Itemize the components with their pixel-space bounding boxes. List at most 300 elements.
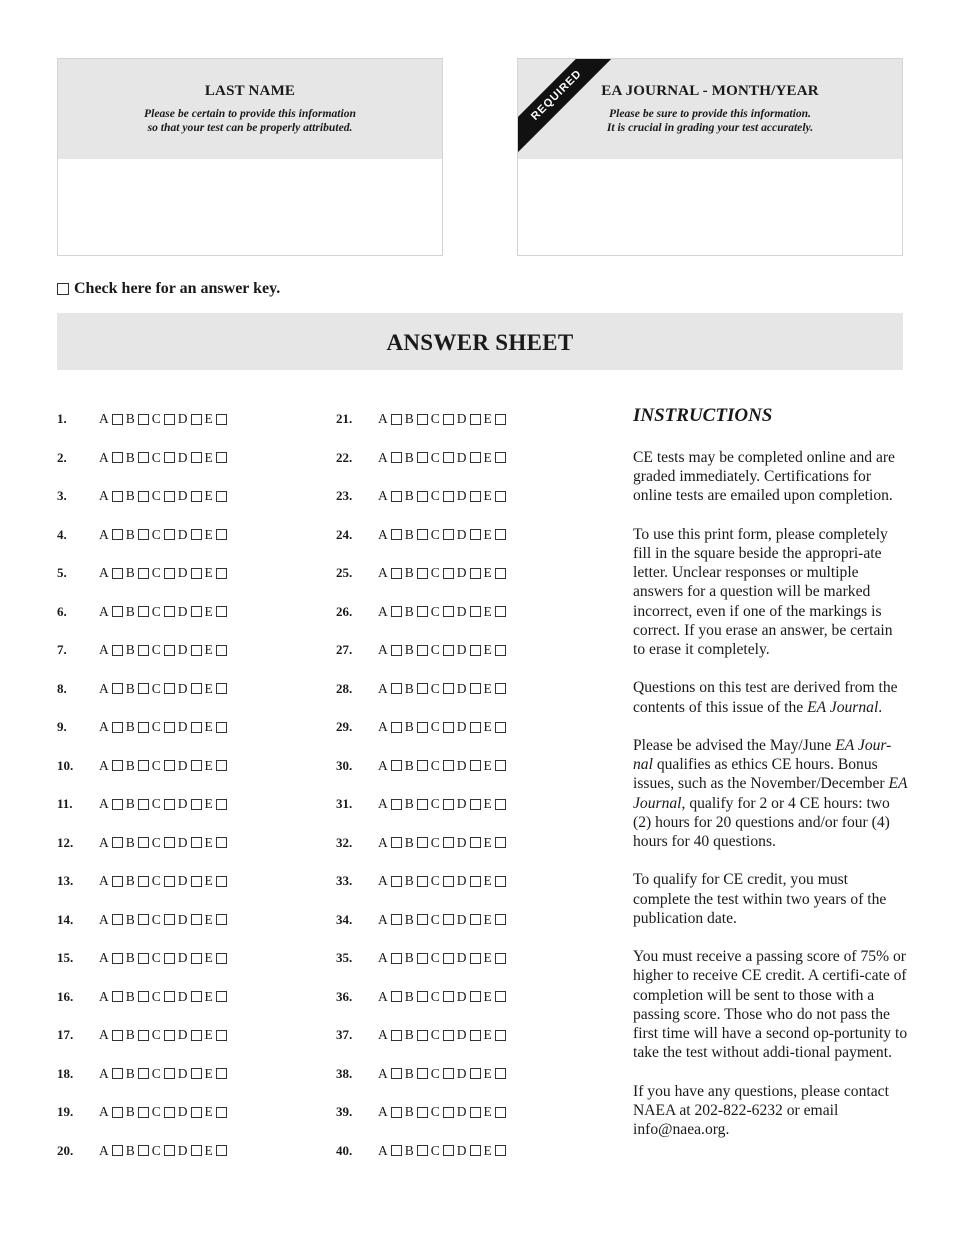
answer-checkbox-icon[interactable] xyxy=(138,1107,149,1118)
answer-option-b[interactable] xyxy=(126,796,149,812)
answer-checkbox-icon[interactable] xyxy=(191,452,202,463)
answer-option-a[interactable] xyxy=(99,758,123,774)
answer-checkbox-icon[interactable] xyxy=(417,529,428,540)
answer-option-e[interactable] xyxy=(484,1066,506,1082)
answer-option-d[interactable] xyxy=(178,411,202,427)
answer-checkbox-icon[interactable] xyxy=(391,876,402,887)
answer-option-c[interactable] xyxy=(431,1027,454,1043)
answer-option-c[interactable] xyxy=(152,989,175,1005)
answer-checkbox-icon[interactable] xyxy=(112,529,123,540)
answer-option-e[interactable] xyxy=(484,527,506,543)
answer-checkbox-icon[interactable] xyxy=(417,991,428,1002)
answer-checkbox-icon[interactable] xyxy=(164,1030,175,1041)
answer-checkbox-icon[interactable] xyxy=(138,645,149,656)
answer-checkbox-icon[interactable] xyxy=(470,837,481,848)
answer-checkbox-icon[interactable] xyxy=(495,991,506,1002)
answer-option-c[interactable] xyxy=(152,912,175,928)
answer-option-d[interactable] xyxy=(178,450,202,466)
answer-checkbox-icon[interactable] xyxy=(191,683,202,694)
answer-option-a[interactable] xyxy=(378,796,402,812)
answer-option-e[interactable] xyxy=(484,835,506,851)
answer-checkbox-icon[interactable] xyxy=(138,568,149,579)
answer-checkbox-icon[interactable] xyxy=(495,1145,506,1156)
answer-checkbox-icon[interactable] xyxy=(391,991,402,1002)
answer-option-d[interactable] xyxy=(178,719,202,735)
answer-option-e[interactable] xyxy=(205,604,227,620)
answer-option-a[interactable] xyxy=(378,1027,402,1043)
answer-checkbox-icon[interactable] xyxy=(443,760,454,771)
answer-checkbox-icon[interactable] xyxy=(191,645,202,656)
answer-option-d[interactable] xyxy=(178,912,202,928)
answer-option-a[interactable] xyxy=(378,912,402,928)
answer-option-c[interactable] xyxy=(152,527,175,543)
answer-option-c[interactable] xyxy=(152,604,175,620)
answer-checkbox-icon[interactable] xyxy=(495,914,506,925)
answer-checkbox-icon[interactable] xyxy=(191,568,202,579)
answer-option-d[interactable] xyxy=(457,912,481,928)
answer-checkbox-icon[interactable] xyxy=(417,1107,428,1118)
answer-checkbox-icon[interactable] xyxy=(164,414,175,425)
answer-checkbox-icon[interactable] xyxy=(443,953,454,964)
answer-option-d[interactable] xyxy=(178,1027,202,1043)
answer-checkbox-icon[interactable] xyxy=(495,568,506,579)
answer-option-e[interactable] xyxy=(205,565,227,581)
answer-option-c[interactable] xyxy=(152,719,175,735)
answer-checkbox-icon[interactable] xyxy=(417,491,428,502)
answer-option-c[interactable] xyxy=(152,1027,175,1043)
answer-option-d[interactable] xyxy=(457,1143,481,1159)
answer-checkbox-icon[interactable] xyxy=(191,953,202,964)
answer-checkbox-icon[interactable] xyxy=(470,760,481,771)
answer-key-checkbox[interactable] xyxy=(57,280,280,298)
answer-option-a[interactable] xyxy=(99,796,123,812)
answer-checkbox-icon[interactable] xyxy=(164,645,175,656)
answer-checkbox-icon[interactable] xyxy=(495,1030,506,1041)
answer-option-c[interactable] xyxy=(431,604,454,620)
answer-checkbox-icon[interactable] xyxy=(470,991,481,1002)
answer-option-a[interactable] xyxy=(378,450,402,466)
answer-option-e[interactable] xyxy=(205,873,227,889)
answer-option-a[interactable] xyxy=(99,411,123,427)
answer-checkbox-icon[interactable] xyxy=(216,491,227,502)
answer-option-b[interactable] xyxy=(405,873,428,889)
answer-option-b[interactable] xyxy=(405,1066,428,1082)
answer-checkbox-icon[interactable] xyxy=(216,1068,227,1079)
answer-option-c[interactable] xyxy=(152,1143,175,1159)
answer-checkbox-icon[interactable] xyxy=(470,799,481,810)
answer-checkbox-icon[interactable] xyxy=(164,837,175,848)
answer-checkbox-icon[interactable] xyxy=(216,529,227,540)
answer-option-c[interactable] xyxy=(152,488,175,504)
answer-checkbox-icon[interactable] xyxy=(216,837,227,848)
answer-checkbox-icon[interactable] xyxy=(216,1107,227,1118)
answer-option-e[interactable] xyxy=(484,1143,506,1159)
answer-option-a[interactable] xyxy=(99,527,123,543)
answer-option-d[interactable] xyxy=(178,950,202,966)
answer-option-a[interactable] xyxy=(378,950,402,966)
answer-option-c[interactable] xyxy=(152,758,175,774)
answer-checkbox-icon[interactable] xyxy=(216,452,227,463)
answer-option-b[interactable] xyxy=(405,912,428,928)
answer-option-b[interactable] xyxy=(405,950,428,966)
answer-checkbox-icon[interactable] xyxy=(495,683,506,694)
answer-checkbox-icon[interactable] xyxy=(443,645,454,656)
answer-option-e[interactable] xyxy=(205,1104,227,1120)
answer-checkbox-icon[interactable] xyxy=(112,414,123,425)
answer-option-b[interactable] xyxy=(126,1066,149,1082)
answer-checkbox-icon[interactable] xyxy=(138,1030,149,1041)
answer-option-e[interactable] xyxy=(205,835,227,851)
answer-option-e[interactable] xyxy=(484,912,506,928)
answer-option-b[interactable] xyxy=(126,604,149,620)
answer-option-a[interactable] xyxy=(378,1143,402,1159)
answer-option-a[interactable] xyxy=(378,1104,402,1120)
answer-checkbox-icon[interactable] xyxy=(138,1068,149,1079)
answer-checkbox-icon[interactable] xyxy=(164,1145,175,1156)
answer-checkbox-icon[interactable] xyxy=(112,1068,123,1079)
answer-option-d[interactable] xyxy=(178,604,202,620)
answer-checkbox-icon[interactable] xyxy=(495,837,506,848)
answer-checkbox-icon[interactable] xyxy=(470,683,481,694)
answer-option-d[interactable] xyxy=(178,565,202,581)
answer-option-a[interactable] xyxy=(99,681,123,697)
answer-checkbox-icon[interactable] xyxy=(216,799,227,810)
answer-option-c[interactable] xyxy=(431,1066,454,1082)
answer-option-b[interactable] xyxy=(405,604,428,620)
answer-option-e[interactable] xyxy=(205,681,227,697)
answer-option-e[interactable] xyxy=(205,1143,227,1159)
answer-checkbox-icon[interactable] xyxy=(216,414,227,425)
answer-checkbox-icon[interactable] xyxy=(495,799,506,810)
answer-checkbox-icon[interactable] xyxy=(417,1030,428,1041)
answer-checkbox-icon[interactable] xyxy=(443,914,454,925)
answer-checkbox-icon[interactable] xyxy=(112,452,123,463)
answer-checkbox-icon[interactable] xyxy=(164,491,175,502)
answer-checkbox-icon[interactable] xyxy=(417,953,428,964)
answer-checkbox-icon[interactable] xyxy=(112,568,123,579)
answer-option-b[interactable] xyxy=(405,411,428,427)
answer-checkbox-icon[interactable] xyxy=(470,914,481,925)
answer-checkbox-icon[interactable] xyxy=(191,991,202,1002)
answer-checkbox-icon[interactable] xyxy=(112,991,123,1002)
answer-option-d[interactable] xyxy=(178,1104,202,1120)
answer-checkbox-icon[interactable] xyxy=(164,760,175,771)
answer-option-a[interactable] xyxy=(378,681,402,697)
answer-option-d[interactable] xyxy=(178,642,202,658)
answer-checkbox-icon[interactable] xyxy=(391,568,402,579)
answer-checkbox-icon[interactable] xyxy=(495,953,506,964)
answer-option-e[interactable] xyxy=(205,796,227,812)
answer-option-c[interactable] xyxy=(431,527,454,543)
answer-checkbox-icon[interactable] xyxy=(495,414,506,425)
answer-option-d[interactable] xyxy=(178,527,202,543)
answer-checkbox-icon[interactable] xyxy=(164,991,175,1002)
answer-option-a[interactable] xyxy=(378,1066,402,1082)
answer-option-a[interactable] xyxy=(99,450,123,466)
answer-option-c[interactable] xyxy=(431,796,454,812)
answer-option-b[interactable] xyxy=(126,681,149,697)
answer-checkbox-icon[interactable] xyxy=(191,722,202,733)
answer-option-c[interactable] xyxy=(152,1104,175,1120)
answer-checkbox-icon[interactable] xyxy=(443,1030,454,1041)
answer-checkbox-icon[interactable] xyxy=(391,645,402,656)
answer-option-e[interactable] xyxy=(205,450,227,466)
answer-checkbox-icon[interactable] xyxy=(191,529,202,540)
answer-checkbox-icon[interactable] xyxy=(216,760,227,771)
answer-checkbox-icon[interactable] xyxy=(138,953,149,964)
answer-checkbox-icon[interactable] xyxy=(470,568,481,579)
answer-checkbox-icon[interactable] xyxy=(112,799,123,810)
answer-checkbox-icon[interactable] xyxy=(112,683,123,694)
answer-checkbox-icon[interactable] xyxy=(391,683,402,694)
answer-option-b[interactable] xyxy=(126,527,149,543)
answer-checkbox-icon[interactable] xyxy=(216,914,227,925)
answer-checkbox-icon[interactable] xyxy=(443,837,454,848)
answer-checkbox-icon[interactable] xyxy=(417,645,428,656)
answer-option-a[interactable] xyxy=(99,1104,123,1120)
answer-checkbox-icon[interactable] xyxy=(138,683,149,694)
answer-checkbox-icon[interactable] xyxy=(417,876,428,887)
answer-checkbox-icon[interactable] xyxy=(164,1068,175,1079)
answer-checkbox-icon[interactable] xyxy=(495,722,506,733)
answer-option-b[interactable] xyxy=(405,527,428,543)
answer-option-c[interactable] xyxy=(431,488,454,504)
answer-option-b[interactable] xyxy=(126,873,149,889)
answer-option-a[interactable] xyxy=(378,488,402,504)
answer-option-e[interactable] xyxy=(205,758,227,774)
answer-checkbox-icon[interactable] xyxy=(417,722,428,733)
answer-checkbox-icon[interactable] xyxy=(495,606,506,617)
answer-checkbox-icon[interactable] xyxy=(495,760,506,771)
answer-option-e[interactable] xyxy=(484,719,506,735)
answer-checkbox-icon[interactable] xyxy=(443,414,454,425)
answer-option-a[interactable] xyxy=(378,758,402,774)
answer-checkbox-icon[interactable] xyxy=(191,1145,202,1156)
answer-option-c[interactable] xyxy=(431,565,454,581)
answer-checkbox-icon[interactable] xyxy=(164,452,175,463)
answer-option-b[interactable] xyxy=(126,411,149,427)
answer-checkbox-icon[interactable] xyxy=(191,606,202,617)
answer-option-d[interactable] xyxy=(457,989,481,1005)
answer-checkbox-icon[interactable] xyxy=(391,414,402,425)
answer-option-d[interactable] xyxy=(178,1066,202,1082)
answer-option-e[interactable] xyxy=(484,989,506,1005)
answer-option-c[interactable] xyxy=(152,642,175,658)
answer-checkbox-icon[interactable] xyxy=(164,606,175,617)
answer-checkbox-icon[interactable] xyxy=(470,1107,481,1118)
answer-checkbox-icon[interactable] xyxy=(470,645,481,656)
answer-option-d[interactable] xyxy=(457,796,481,812)
checkbox-square-icon[interactable] xyxy=(57,283,69,295)
answer-option-e[interactable] xyxy=(205,488,227,504)
answer-checkbox-icon[interactable] xyxy=(391,491,402,502)
answer-checkbox-icon[interactable] xyxy=(216,568,227,579)
answer-checkbox-icon[interactable] xyxy=(112,837,123,848)
answer-checkbox-icon[interactable] xyxy=(443,683,454,694)
answer-checkbox-icon[interactable] xyxy=(470,953,481,964)
answer-checkbox-icon[interactable] xyxy=(138,722,149,733)
answer-option-a[interactable] xyxy=(378,565,402,581)
answer-checkbox-icon[interactable] xyxy=(495,452,506,463)
answer-option-d[interactable] xyxy=(457,719,481,735)
answer-checkbox-icon[interactable] xyxy=(391,452,402,463)
answer-checkbox-icon[interactable] xyxy=(443,722,454,733)
answer-option-d[interactable] xyxy=(457,1066,481,1082)
answer-option-d[interactable] xyxy=(178,1143,202,1159)
answer-checkbox-icon[interactable] xyxy=(417,1068,428,1079)
answer-option-a[interactable] xyxy=(378,642,402,658)
answer-checkbox-icon[interactable] xyxy=(391,837,402,848)
answer-option-d[interactable] xyxy=(457,604,481,620)
answer-checkbox-icon[interactable] xyxy=(470,1145,481,1156)
answer-option-b[interactable] xyxy=(126,1143,149,1159)
answer-checkbox-icon[interactable] xyxy=(191,1107,202,1118)
answer-option-e[interactable] xyxy=(205,1027,227,1043)
answer-option-d[interactable] xyxy=(457,681,481,697)
answer-option-e[interactable] xyxy=(484,642,506,658)
answer-checkbox-icon[interactable] xyxy=(138,491,149,502)
answer-checkbox-icon[interactable] xyxy=(191,799,202,810)
answer-checkbox-icon[interactable] xyxy=(164,876,175,887)
answer-option-a[interactable] xyxy=(378,719,402,735)
answer-checkbox-icon[interactable] xyxy=(443,452,454,463)
answer-checkbox-icon[interactable] xyxy=(470,452,481,463)
answer-option-b[interactable] xyxy=(126,912,149,928)
answer-option-b[interactable] xyxy=(405,758,428,774)
answer-checkbox-icon[interactable] xyxy=(112,1030,123,1041)
answer-option-a[interactable] xyxy=(99,912,123,928)
answer-checkbox-icon[interactable] xyxy=(470,1030,481,1041)
answer-checkbox-icon[interactable] xyxy=(112,722,123,733)
answer-checkbox-icon[interactable] xyxy=(417,914,428,925)
answer-option-e[interactable] xyxy=(205,719,227,735)
answer-option-b[interactable] xyxy=(405,565,428,581)
answer-option-a[interactable] xyxy=(378,989,402,1005)
answer-option-d[interactable] xyxy=(457,565,481,581)
answer-checkbox-icon[interactable] xyxy=(138,991,149,1002)
answer-option-c[interactable] xyxy=(152,450,175,466)
answer-option-e[interactable] xyxy=(484,1027,506,1043)
answer-checkbox-icon[interactable] xyxy=(112,645,123,656)
answer-checkbox-icon[interactable] xyxy=(164,529,175,540)
answer-option-d[interactable] xyxy=(457,758,481,774)
answer-checkbox-icon[interactable] xyxy=(216,1030,227,1041)
journal-date-input[interactable] xyxy=(518,159,903,256)
answer-checkbox-icon[interactable] xyxy=(191,876,202,887)
answer-option-b[interactable] xyxy=(405,488,428,504)
answer-option-e[interactable] xyxy=(484,758,506,774)
answer-option-b[interactable] xyxy=(126,1104,149,1120)
answer-option-d[interactable] xyxy=(178,989,202,1005)
answer-checkbox-icon[interactable] xyxy=(470,1068,481,1079)
answer-option-c[interactable] xyxy=(431,719,454,735)
answer-checkbox-icon[interactable] xyxy=(495,1107,506,1118)
answer-option-b[interactable] xyxy=(405,1104,428,1120)
answer-option-b[interactable] xyxy=(126,950,149,966)
answer-option-e[interactable] xyxy=(484,565,506,581)
answer-option-b[interactable] xyxy=(126,488,149,504)
answer-checkbox-icon[interactable] xyxy=(138,760,149,771)
answer-option-a[interactable] xyxy=(378,835,402,851)
answer-option-e[interactable] xyxy=(484,873,506,889)
answer-option-d[interactable] xyxy=(457,873,481,889)
answer-option-b[interactable] xyxy=(405,796,428,812)
answer-checkbox-icon[interactable] xyxy=(391,1068,402,1079)
answer-checkbox-icon[interactable] xyxy=(216,1145,227,1156)
answer-checkbox-icon[interactable] xyxy=(164,1107,175,1118)
answer-option-a[interactable] xyxy=(99,835,123,851)
answer-option-d[interactable] xyxy=(457,488,481,504)
answer-option-a[interactable] xyxy=(99,1027,123,1043)
answer-checkbox-icon[interactable] xyxy=(417,760,428,771)
answer-option-c[interactable] xyxy=(152,681,175,697)
answer-checkbox-icon[interactable] xyxy=(417,568,428,579)
answer-option-e[interactable] xyxy=(205,411,227,427)
answer-option-b[interactable] xyxy=(126,565,149,581)
answer-option-c[interactable] xyxy=(431,950,454,966)
answer-checkbox-icon[interactable] xyxy=(443,1068,454,1079)
answer-option-c[interactable] xyxy=(431,835,454,851)
answer-checkbox-icon[interactable] xyxy=(443,491,454,502)
answer-checkbox-icon[interactable] xyxy=(417,683,428,694)
answer-option-a[interactable] xyxy=(99,604,123,620)
answer-option-c[interactable] xyxy=(152,1066,175,1082)
answer-option-d[interactable] xyxy=(457,1027,481,1043)
answer-option-e[interactable] xyxy=(205,912,227,928)
answer-option-a[interactable] xyxy=(378,527,402,543)
answer-option-b[interactable] xyxy=(405,835,428,851)
answer-option-c[interactable] xyxy=(431,1143,454,1159)
answer-checkbox-icon[interactable] xyxy=(391,529,402,540)
answer-option-b[interactable] xyxy=(126,835,149,851)
answer-option-d[interactable] xyxy=(178,681,202,697)
answer-checkbox-icon[interactable] xyxy=(191,914,202,925)
answer-option-a[interactable] xyxy=(99,1143,123,1159)
answer-option-d[interactable] xyxy=(457,450,481,466)
answer-checkbox-icon[interactable] xyxy=(138,529,149,540)
answer-option-d[interactable] xyxy=(457,950,481,966)
answer-checkbox-icon[interactable] xyxy=(443,529,454,540)
answer-checkbox-icon[interactable] xyxy=(112,1145,123,1156)
answer-checkbox-icon[interactable] xyxy=(470,414,481,425)
answer-checkbox-icon[interactable] xyxy=(391,1107,402,1118)
answer-checkbox-icon[interactable] xyxy=(216,645,227,656)
answer-option-a[interactable] xyxy=(99,642,123,658)
answer-checkbox-icon[interactable] xyxy=(138,914,149,925)
answer-option-c[interactable] xyxy=(152,411,175,427)
answer-checkbox-icon[interactable] xyxy=(495,876,506,887)
answer-checkbox-icon[interactable] xyxy=(164,799,175,810)
answer-option-b[interactable] xyxy=(405,1143,428,1159)
answer-option-b[interactable] xyxy=(405,642,428,658)
answer-checkbox-icon[interactable] xyxy=(216,991,227,1002)
last-name-input[interactable] xyxy=(58,159,443,256)
answer-checkbox-icon[interactable] xyxy=(112,606,123,617)
answer-option-a[interactable] xyxy=(99,488,123,504)
answer-checkbox-icon[interactable] xyxy=(216,722,227,733)
answer-checkbox-icon[interactable] xyxy=(443,1145,454,1156)
answer-option-e[interactable] xyxy=(484,450,506,466)
answer-checkbox-icon[interactable] xyxy=(417,837,428,848)
answer-option-a[interactable] xyxy=(99,873,123,889)
answer-option-d[interactable] xyxy=(178,488,202,504)
answer-option-b[interactable] xyxy=(405,719,428,735)
answer-checkbox-icon[interactable] xyxy=(391,1030,402,1041)
answer-option-c[interactable] xyxy=(431,873,454,889)
answer-checkbox-icon[interactable] xyxy=(391,1145,402,1156)
answer-checkbox-icon[interactable] xyxy=(391,760,402,771)
answer-checkbox-icon[interactable] xyxy=(495,491,506,502)
